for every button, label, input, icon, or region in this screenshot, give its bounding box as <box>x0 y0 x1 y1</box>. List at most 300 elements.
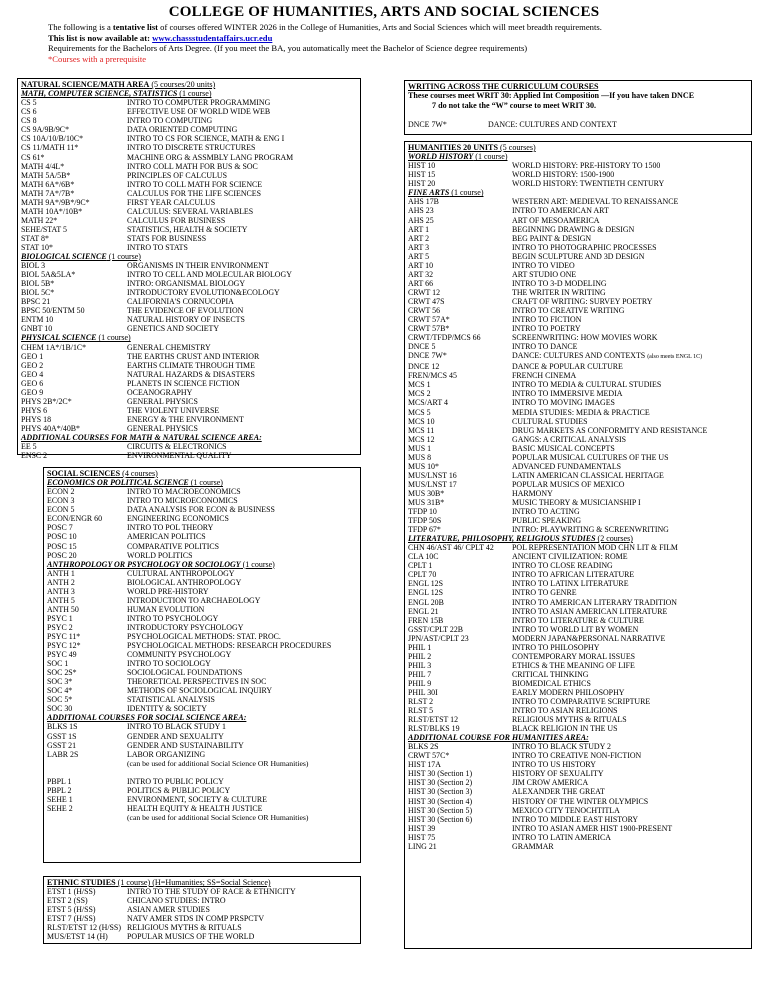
course-title <box>127 306 357 315</box>
course-row <box>408 225 748 234</box>
course-title-text: HARMONY <box>512 488 553 498</box>
course-title-text: AMERICAN POLITICS <box>127 532 206 542</box>
course-code: ETST 5 (H/SS) <box>47 905 96 915</box>
course-title-text: DATA ORIENTED COMPUTING <box>127 125 238 135</box>
course-title-text: INTRO TO COMPUTING <box>127 116 213 126</box>
course-code: CRWT 47S <box>408 296 445 306</box>
course-title-text: CALCULUS FOR THE LIFE SCIENCES <box>127 188 262 198</box>
course-title-text: SCREENWRITING: HOW MOVIES WORK <box>512 333 658 343</box>
course-title <box>127 887 357 896</box>
course-code: MUS 31B* <box>408 497 445 507</box>
course-code: PHIL 9 <box>408 678 432 688</box>
course-row <box>408 842 748 851</box>
course-code: PSYC 2 <box>47 622 73 632</box>
course-title <box>127 514 357 523</box>
course-title <box>512 261 748 270</box>
course-row <box>47 632 357 641</box>
course-code: CRWT 57A* <box>408 315 450 325</box>
course-title-text: MEDIA STUDIES: MEDIA & PRACTICE <box>512 407 650 417</box>
course-title-text: INTRO COLL MATH FOR BUS & SOC <box>127 161 258 171</box>
course-row <box>47 523 357 532</box>
course-code: ENTM 10 <box>21 315 54 325</box>
additional-social-science-list <box>47 722 357 758</box>
course-title <box>512 697 748 706</box>
course-code: CHEM 1A*/1B/1C* <box>21 342 87 352</box>
course-title <box>512 380 748 389</box>
course-title <box>127 732 357 741</box>
course-row <box>408 120 748 129</box>
course-row <box>408 270 748 279</box>
course-title <box>127 659 357 668</box>
course-code: GSST 21 <box>47 740 77 750</box>
course-title <box>512 525 748 534</box>
course-title <box>127 722 357 731</box>
course-title-text: RELIGIOUS MYTHS & RITUALS <box>127 923 242 933</box>
course-title <box>512 480 748 489</box>
course-title-text: BEG PAINT & DESIGN <box>512 233 592 243</box>
course-row <box>47 932 357 941</box>
course-title-text: INTRO TO AMERICAN ART <box>512 206 609 216</box>
course-title <box>512 679 748 688</box>
course-title <box>127 370 357 379</box>
course-row <box>21 270 357 279</box>
course-row <box>408 688 748 697</box>
course-title-text: METHODS OF SOCIOLOGICAL INQUIRY <box>127 686 273 696</box>
course-row <box>21 451 357 460</box>
course-code: HIST 30 (Section 5) <box>408 805 473 815</box>
course-row <box>408 279 748 288</box>
course-title-text: INTRO TO DANCE <box>512 342 578 352</box>
course-title <box>127 505 357 514</box>
course-title <box>512 742 748 751</box>
course-code: CS 61* <box>21 152 45 162</box>
course-title <box>512 444 748 453</box>
course-code: GSST/CPLT 22B <box>408 624 464 634</box>
course-title-text: LATIN AMERICAN CLASSICAL HERITAGE <box>512 470 664 480</box>
course-title <box>512 607 748 616</box>
course-row <box>47 578 357 587</box>
course-title <box>127 605 357 614</box>
course-title <box>512 588 748 597</box>
course-row <box>408 462 748 471</box>
course-title <box>512 652 748 661</box>
physical-science-course-list <box>21 343 357 433</box>
course-title-text: PSYCHOLOGICAL METHODS: STAT. PROC. <box>127 632 281 641</box>
course-title-text: BIOMEDICAL ETHICS <box>512 678 591 688</box>
course-title-text: INTRO TO ASIAN AMERICAN LITERATURE <box>512 606 668 616</box>
course-title-text: INTRO TO SOCIOLOGY <box>127 659 211 669</box>
course-title-text: INTRO: ORGANISMAL BIOLOGY <box>127 279 246 289</box>
course-title-text: ASIAN AMER STUDIES <box>127 905 210 915</box>
course-title-text: THE VIOLENT UNIVERSE <box>127 405 220 415</box>
course-title-text: MUSIC THEORY & MUSICIANSHIP I <box>512 497 641 507</box>
course-code: SOC 3* <box>47 677 73 687</box>
course-row <box>408 588 748 597</box>
course-title <box>512 570 748 579</box>
course-title-text: CULTURAL STUDIES <box>512 416 588 426</box>
humanities-box: HUMANITIES 20 UNITS (5 courses) WORLD HISTORY (1 course) HIST 10 WORLD HISTORY: PRE-HISTORY TO 1500 HIST 15 WORLD HISTORY: 1500-1900 HIST 20 WORLD HISTORY: TWENTIETH CENTURY FINE ARTS (1 course) AHS 17B WESTERN ART: MEDIEVAL TO RENAISSANCE AHS 23 INTRO TO AMERICAN ART AHS 25 ART OF MESOAMERICA ART 1 BEGINNING DRAWING & DESIGN ART 2 BEG PAINT & DESIGN ART 3 INTRO TO PHOTOGRAPHIC PROCESSES ART 5 BEGIN SCULPTURE AND 3D DESIGN ART 10 INTRO TO VIDEO ART 32 ART STUDIO ONE ART 66 INTRO TO 3-D MODELING CRWT 12 THE WRITER IN WRITING CRWT 47S CRAFT OF WRITING: SURVEY POETRY CRWT 56 INTRO TO CREATIVE WRITING CRWT 57A* INTRO TO FICTION CRWT 57B* INTRO TO POETRY CRWT/TFDP/MCS 66 SCREENWRITING: HOW MOVIES WORK DNCE 5 INTRO TO DANCE DNCE 7W* DANCE: CULTURES AND CONTEXTS (also meets ENGL 1C) DNCE 12 DANCE & POPULAR CULTURE FREN/MCS 45 FRENCH CINEMA MCS 1 INTRO TO MEDIA & CULTURAL STUDIES MCS 2 INTRO TO IMMERSIVE MEDIA MCS/ART 4 INTRO TO MOVING IMAGES MCS 5 MEDIA STUDIES: MEDIA & PRACTICE MCS 10 CULTURAL STUDIES MCS 11 DRUG MARKETS AS CONFORMITY AND RESISTANCE MCS 12 GANGS: A CRITICAL ANALYSIS MUS 1 BASIC MUSICAL CONCEPTS MUS 8 POPULAR MUSICAL CULTURES OF THE US MUS 10* ADVANCED FUNDAMENTALS MUS/LNST 16 LATIN AMERICAN CLASSICAL HERITAGE MUS/LNST 17 POPULAR MUSICS OF MEXICO MUS 30B* HARMONY MUS 31B* MUSIC THEORY & MUSICIANSHIP I TFDP 10 INTRO TO ACTING TFDP 50S PUBLIC SPEAKING TFDP 67* INTRO: PLAYWRITING & SCREENWRITING LITERATURE, PHILOSOPHY, RELIGIOUS STUDIES (2 courses) CHN 46/AST 46/ CPLT 42 POL REPRESENTATION MOD CHN LIT & FILM CLA 10C ANCIENT CIVILIZATION: ROME CPLT 1 INTRO TO CLOSE READING CPLT 70 INTRO TO AFRICAN LITERATURE ENGL 12S INTRO TO LATINX LITERATURE ENGL 12S INTRO TO GENRE ENGL 20B INTRO TO AMERICAN LITERARY TRADITION ENGL 21 INTRO TO ASIAN AMERICAN LITERATURE FREN 15B INTRO TO LITERATURE & CULTURE GSST/CPLT 22B INTRO TO WORLD LIT BY WOMEN JPN/AST/CPLT 23 MODERN JAPAN&PERSONAL NARRATIVE PHIL 1 INTRO TO PHILOSOPHY PHIL 2 CONTEMPORARY MORAL ISSUES PHIL 3 ETHICS & THE MEANING OF LIFE PHIL 7 CRITICAL THINKING PHIL 9 BIOMEDICAL ETHICS PHIL 30I EARLY MODERN PHILOSOPHY RLST 2 INTRO TO COMPARATIVE SCRIPTURE RLST 5 INTRO TO ASIAN RELIGIONS RLST/ETST 12 RELIGIOUS MYTHS & RITUALS RLST/BLKS 19 BLACK RELIGION IN THE US ADDITIONAL COURSE FOR HUMANITIES AREA: BLKS 2S INTRO TO BLACK STUDY 2 CRWT 57C* INTRO TO CREATIVE NON-FICTION HIST 17A INTRO TO US HISTORY HIST 30 (Section 1) HISTORY OF SEXUALITY HIST 30 (Section 2) JIM CROW AMERICA HIST 30 (Section 3) ALEXANDER THE GREAT HIST 30 (Section 4) HISTORY OF THE WINTER OLYMPICS HIST 30 (Section 5) MEXICO CITY TENOCHTITLA HIST 30 (Section 6) INTRO TO MIDDLE EAST HISTORY HIST 39 INTRO TO ASIAN AMER HIST 1900-PRESENT HIST 75 INTRO TO LATIN AMERICA LING 21 GRAMMAR <box>404 141 752 949</box>
course-code: BPSC 50/ENTM 50 <box>21 306 85 316</box>
course-title <box>127 632 357 641</box>
course-code: SOC 2S* <box>47 668 77 678</box>
course-title-text: NATURAL HISTORY OF INSECTS <box>127 315 245 325</box>
course-title-text: INTRO TO COMPARATIVE SCRIPTURE <box>512 697 651 707</box>
course-title <box>127 270 357 279</box>
course-code: CRWT 57B* <box>408 324 450 334</box>
course-title-text: INTRO TO 3-D MODELING <box>512 278 607 288</box>
course-row <box>47 596 357 605</box>
course-title-text: WORLD HISTORY: PRE-HISTORY TO 1500 <box>512 161 661 171</box>
course-row <box>47 795 357 804</box>
course-row <box>47 750 357 759</box>
course-title-text: EARLY MODERN PHILOSOPHY <box>512 687 625 697</box>
course-row <box>21 107 357 116</box>
course-title-text: NATV AMER STDS IN COMP PRSPCTV <box>127 914 265 924</box>
course-title <box>127 424 357 433</box>
course-row <box>47 614 357 623</box>
page-title: COLLEGE OF HUMANITIES, ARTS AND SOCIAL SCIENCES <box>168 4 600 20</box>
course-title <box>127 532 357 541</box>
course-title-text: INTRO TO IMMERSIVE MEDIA <box>512 389 623 399</box>
course-code: FREN 15B <box>408 615 444 625</box>
course-title <box>127 343 357 352</box>
course-title <box>512 297 748 306</box>
course-code: SOC 4* <box>47 686 73 696</box>
course-code: MUS/LNST 17 <box>408 479 457 489</box>
course-row <box>21 315 357 324</box>
course-row <box>21 297 357 306</box>
course-code: ENGL 20B <box>408 597 444 607</box>
course-row <box>408 797 748 806</box>
course-code: CS 5 <box>21 98 37 108</box>
course-row <box>408 498 748 507</box>
course-row <box>47 905 357 914</box>
course-title-text: INTRO TO PHILOSOPHY <box>512 642 600 652</box>
course-title-text: INTRO TO VIDEO <box>512 260 575 270</box>
course-title <box>127 198 357 207</box>
course-code: CHN 46/AST 46/ CPLT 42 <box>408 543 494 553</box>
course-title-text: NATURAL HAZARDS & DISASTERS <box>127 369 255 379</box>
course-code: MATH 4/4L* <box>21 161 65 171</box>
course-code: EE 5 <box>21 442 37 452</box>
course-row <box>47 914 357 923</box>
course-title <box>512 426 748 435</box>
course-title-text: ART OF MESOAMERICA <box>512 215 600 225</box>
course-title <box>127 279 357 288</box>
course-row <box>47 587 357 596</box>
course-title <box>512 806 748 815</box>
course-title-text: INTRO TO CREATIVE WRITING <box>512 306 625 315</box>
course-code: MCS 1 <box>408 380 431 390</box>
course-row <box>21 279 357 288</box>
course-code: CS 8 <box>21 116 37 126</box>
writing-course-list <box>408 120 748 129</box>
course-title-text: DANCE: CULTURES AND CONTEXTS <box>512 351 646 361</box>
course-title-text: INTRO TO MIDDLE EAST HISTORY <box>512 814 639 824</box>
course-title <box>127 777 357 786</box>
course-row <box>408 787 748 796</box>
course-title-text: STATISTICAL ANALYSIS <box>127 695 215 705</box>
course-code: LABR 2S <box>47 749 79 759</box>
course-code: GEO 4 <box>21 369 44 379</box>
course-code: MUS 1 <box>408 443 432 453</box>
course-title <box>127 914 357 923</box>
course-code: HIST 30 (Section 4) <box>408 796 473 806</box>
course-row <box>47 722 357 731</box>
course-code: TFDP 50S <box>408 516 442 526</box>
course-row <box>408 570 748 579</box>
course-title <box>127 650 357 659</box>
course-title-text: ENVIRONMENT, SOCIETY & CULTURE <box>127 794 267 804</box>
course-row <box>408 408 748 417</box>
course-title <box>512 507 748 516</box>
course-title <box>512 234 748 243</box>
course-row <box>408 306 748 315</box>
course-title-text: INTRO TO BLACK STUDY 1 <box>127 722 226 732</box>
course-code: HIST 75 <box>408 832 436 842</box>
course-title <box>127 297 357 306</box>
course-title <box>512 279 748 288</box>
course-code: CS 6 <box>21 107 37 117</box>
course-title <box>127 388 357 397</box>
course-title-text: INTRO TO LATINX LITERATURE <box>512 579 629 589</box>
literature-philosophy-list <box>408 543 748 733</box>
course-code: ART 66 <box>408 278 434 288</box>
course-code: PHYS 18 <box>21 414 52 424</box>
course-row <box>408 607 748 616</box>
course-row <box>47 659 357 668</box>
course-title <box>127 668 357 677</box>
course-title-text: INTRO TO ASIAN AMER HIST 1900-PRESENT <box>512 823 673 833</box>
course-title-text: INTRO TO CLOSE READING <box>512 561 613 571</box>
course-title-text: INTRO TO COLL MATH FOR SCIENCE <box>127 179 263 189</box>
course-code: MATH 6A*/6B* <box>21 179 75 189</box>
course-title-text: INTRO TO LATIN AMERICA <box>512 832 611 842</box>
course-row <box>408 661 748 670</box>
course-title-text: THE EARTHS CRUST AND INTERIOR <box>127 351 260 361</box>
additional-math-science-list <box>21 442 357 460</box>
course-title-text: ALEXANDER THE GREAT <box>512 787 605 797</box>
course-title-text: POPULAR MUSICS OF MEXICO <box>512 479 625 489</box>
course-code: MCS 10 <box>408 416 435 426</box>
course-code: PHIL 7 <box>408 669 432 679</box>
course-row <box>408 652 748 661</box>
course-code: TFDP 10 <box>408 507 437 517</box>
course-title-text: INTRO TO POETRY <box>512 324 581 334</box>
course-row <box>21 288 357 297</box>
course-code: JPN/AST/CPLT 23 <box>408 633 469 643</box>
course-title-text: CHICANO STUDIES: INTRO <box>127 896 226 906</box>
course-row <box>408 833 748 842</box>
course-code: RLST/ETST 12 (H/SS) <box>47 923 121 933</box>
course-title <box>512 306 748 315</box>
economics-course-list <box>47 487 357 559</box>
course-code: ANTH 2 <box>47 577 75 587</box>
course-title-text: INTRO TO DISCRETE STRUCTURES <box>127 143 256 153</box>
course-row <box>408 179 748 188</box>
course-row <box>47 668 357 677</box>
course-code: ENGL 21 <box>408 606 439 616</box>
course-row <box>21 180 357 189</box>
additional-humanities-list <box>408 742 748 851</box>
course-code: ART 2 <box>408 233 430 243</box>
course-title-text: FRENCH CINEMA <box>512 371 577 381</box>
course-title <box>127 923 357 932</box>
course-title-text: INTRODUCTION TO ARCHAEOLOGY <box>127 595 261 605</box>
course-row <box>408 206 748 215</box>
course-title <box>127 551 357 560</box>
course-title-text: BASIC MUSICAL CONCEPTS <box>512 443 615 453</box>
course-title-text: DRUG MARKETS AS CONFORMITY AND RESISTANCE <box>512 425 708 435</box>
course-title <box>512 579 748 588</box>
course-row <box>408 715 748 724</box>
course-title-text: MODERN JAPAN&PERSONAL NARRATIVE <box>512 633 666 643</box>
course-title <box>512 769 748 778</box>
course-code: PHIL 3 <box>408 660 432 670</box>
course-row <box>47 650 357 659</box>
writing-curriculum-box: WRITING ACROSS THE CURRICULUM COURSES These courses meet WRIT 30: Applied Int Composition —If you have taken DNCE 7 do not take the “W” course to meet WRIT 30. DNCE 7W* DANCE: CULTURES AND CONTEXT <box>404 80 752 135</box>
course-code: MUS 10* <box>408 461 439 471</box>
course-title-text: INTRO TO CREATIVE NON-FICTION <box>512 751 642 761</box>
course-row <box>408 552 748 561</box>
course-title <box>127 352 357 361</box>
course-row <box>21 153 357 162</box>
course-code: MUS/ETST 14 (H) <box>47 932 108 942</box>
course-code: AHS 17B <box>408 197 439 207</box>
course-title <box>127 587 357 596</box>
course-row <box>21 415 357 424</box>
course-title-text: ENGINEERING ECONOMICS <box>127 514 229 524</box>
course-title-text: CALCULUS FOR BUSINESS <box>127 215 226 225</box>
course-row <box>408 706 748 715</box>
course-title <box>127 614 357 623</box>
course-title-text: CALIFORNIA'S CORNUCOPIA <box>127 297 234 307</box>
course-title <box>512 625 748 634</box>
course-code: PHIL 1 <box>408 642 432 652</box>
website-link[interactable]: www.chassstudentaffairs.ucr.edu <box>152 32 273 43</box>
course-row <box>21 343 357 352</box>
course-title-text: INTRODUCTORY PSYCHOLOGY <box>127 622 244 632</box>
course-row <box>21 306 357 315</box>
course-row <box>408 579 748 588</box>
course-code: PHYS 6 <box>21 405 48 415</box>
course-code: HIST 30 (Section 6) <box>408 814 473 824</box>
course-title <box>512 824 748 833</box>
course-code: MATH 10A*/10B* <box>21 206 83 216</box>
course-code: SOC 1 <box>47 659 69 669</box>
course-title <box>127 153 357 162</box>
course-title-text: INTRO TO MOVING IMAGES <box>512 398 615 408</box>
course-code: CPLT 1 <box>408 561 433 571</box>
course-row <box>47 605 357 614</box>
course-title-text: CIRCUITS & ELECTRONICS <box>127 442 227 452</box>
course-code: HIST 39 <box>408 823 436 833</box>
course-row <box>47 695 357 704</box>
course-title <box>127 324 357 333</box>
course-code: ETST 1 (H/SS) <box>47 887 96 897</box>
course-title <box>127 361 357 370</box>
course-title-text: ADVANCED FUNDAMENTALS <box>512 461 622 471</box>
course-title <box>127 578 357 587</box>
course-row <box>408 742 748 751</box>
course-code: GNBT 10 <box>21 324 53 334</box>
course-row <box>408 234 748 243</box>
course-title-text: BLACK RELIGION IN THE US <box>512 724 618 734</box>
course-code: CS 9A/9B/9C* <box>21 125 70 135</box>
fine-arts-list <box>408 197 748 534</box>
course-title <box>127 234 357 243</box>
course-title <box>127 315 357 324</box>
course-title-text: THEORETICAL PERSPECTIVES IN SOC <box>127 677 267 687</box>
course-code: POSC 7 <box>47 523 73 533</box>
course-title-text: ART STUDIO ONE <box>512 269 577 279</box>
course-title <box>512 498 748 507</box>
course-row <box>21 98 357 107</box>
course-row <box>408 507 748 516</box>
course-title-text: GENERAL CHEMISTRY <box>127 342 211 352</box>
course-row <box>408 815 748 824</box>
course-title <box>127 134 357 143</box>
course-title <box>512 324 748 333</box>
course-row <box>408 824 748 833</box>
course-title-text: COMMUNITY PSYCHOLOGY <box>127 650 232 660</box>
course-row <box>47 887 357 896</box>
course-row <box>21 243 357 252</box>
course-row <box>408 453 748 462</box>
course-title <box>512 161 748 170</box>
course-code: PBPL 1 <box>47 776 72 786</box>
natural-science-math-box: NATURAL SCIENCE/MATH AREA (5 courses/20 units) MATH, COMPUTER SCIENCE, STATISTICS (1 course) CS 5 INTRO TO COMPUTER PROGRAMMING CS 6 EFFECTIVE USE OF WORLD WIDE WEB CS 8 INTRO TO COMPUTING CS 9A/9B/9C* DATA ORIENTED COMPUTING CS 10A/10/B/10C* INTRO TO CS FOR SCIENCE, MATH & ENG I CS 11/MATH 11* INTRO TO DISCRETE STRUCTURES CS 61* MACHINE ORG & ASSMBLY LANG PROGRAM MATH 4/4L* INTRO COLL MATH FOR BUS & SOC MATH 5A/5B* PRINCIPLES OF CALCULUS MATH 6A*/6B* INTRO TO COLL MATH FOR SCIENCE MATH 7A*/7B* CALCULUS FOR THE LIFE SCIENCES MATH 9A*/9B*/9C* FIRST YEAR CALCULUS MATH 10A*/10B* CALCULUS: SEVERAL VARIABLES MATH 22* CALCULUS FOR BUSINESS SEHE/STAT 5 STATISTICS, HEALTH & SOCIETY STAT 8* STATS FOR BUSINESS STAT 10* INTRO TO STATS BIOLOGICAL SCIENCE (1 course) BIOL 3 ORGANISMS IN THEIR ENVIRONMENT BIOL 5A&5LA* INTRO TO CELL AND MOLECULAR BIOLOGY BIOL 5B* INTRO: ORGANISMAL BIOLOGY BIOL 5C* INTRODUCTORY EVOLUTION&ECOLOGY BPSC 21 CALIFORNIA'S CORNUCOPIA BPSC 50/ENTM 50 THE EVIDENCE OF EVOLUTION ENTM 10 NATURAL HISTORY OF INSECTS GNBT 10 GENETICS AND SOCIETY PHYSICAL SCIENCE (1 course) CHEM 1A*/1B/1C* GENERAL CHEMISTRY GEO 1 THE EARTHS CRUST AND INTERIOR GEO 2 EARTHS CLIMATE THROUGH TIME GEO 4 NATURAL HAZARDS & DISASTERS GEO 6 PLANETS IN SCIENCE FICTION GEO 9 OCEANOGRAPHY PHYS 2B*/2C* GENERAL PHYSICS PHYS 6 THE VIOLENT UNIVERSE PHYS 18 ENERGY & THE ENVIRONMENT PHYS 40A*/40B* GENERAL PHYSICS ADDITIONAL COURSES FOR MATH & NATURAL SCIENCE AREA: EE 5 CIRCUITS & ELECTRONICS ENSC 2 ENVIRONMENTAL QUALITY <box>17 78 361 455</box>
course-code: CS 10A/10/B/10C* <box>21 134 84 144</box>
course-title <box>512 751 748 760</box>
course-title-text: HEALTH EQUITY & HEALTH JUSTICE <box>127 803 263 813</box>
course-code: PSYC 11* <box>47 632 81 641</box>
course-title <box>512 489 748 498</box>
course-title <box>127 125 357 134</box>
course-title-text: GENERAL PHYSICS <box>127 396 198 406</box>
course-title <box>512 715 748 724</box>
course-row <box>21 207 357 216</box>
course-row <box>408 760 748 769</box>
course-code: AHS 23 <box>408 206 434 216</box>
course-title-text: RELIGIOUS MYTHS & RITUALS <box>512 715 627 725</box>
course-row <box>47 623 357 632</box>
course-row <box>47 741 357 750</box>
course-title-text: INTRO TO CELL AND MOLECULAR BIOLOGY <box>127 270 292 280</box>
course-code: BIOL 3 <box>21 261 46 271</box>
course-title <box>127 677 357 686</box>
course-row <box>47 496 357 505</box>
course-row <box>408 525 748 534</box>
course-code: MUS 8 <box>408 452 432 462</box>
course-title-text: STATS FOR BUSINESS <box>127 233 207 243</box>
course-code: GEO 2 <box>21 360 44 370</box>
course-title <box>512 371 748 380</box>
course-title <box>512 197 748 206</box>
course-title <box>512 616 748 625</box>
course-code: GEO 1 <box>21 351 44 361</box>
course-row <box>408 342 748 351</box>
course-title <box>127 795 357 804</box>
course-title <box>512 453 748 462</box>
course-title <box>127 542 357 551</box>
course-row <box>21 225 357 234</box>
course-title <box>127 397 357 406</box>
course-title <box>127 107 357 116</box>
course-title <box>127 905 357 914</box>
course-code: POSC 10 <box>47 532 77 542</box>
course-row <box>408 362 748 371</box>
